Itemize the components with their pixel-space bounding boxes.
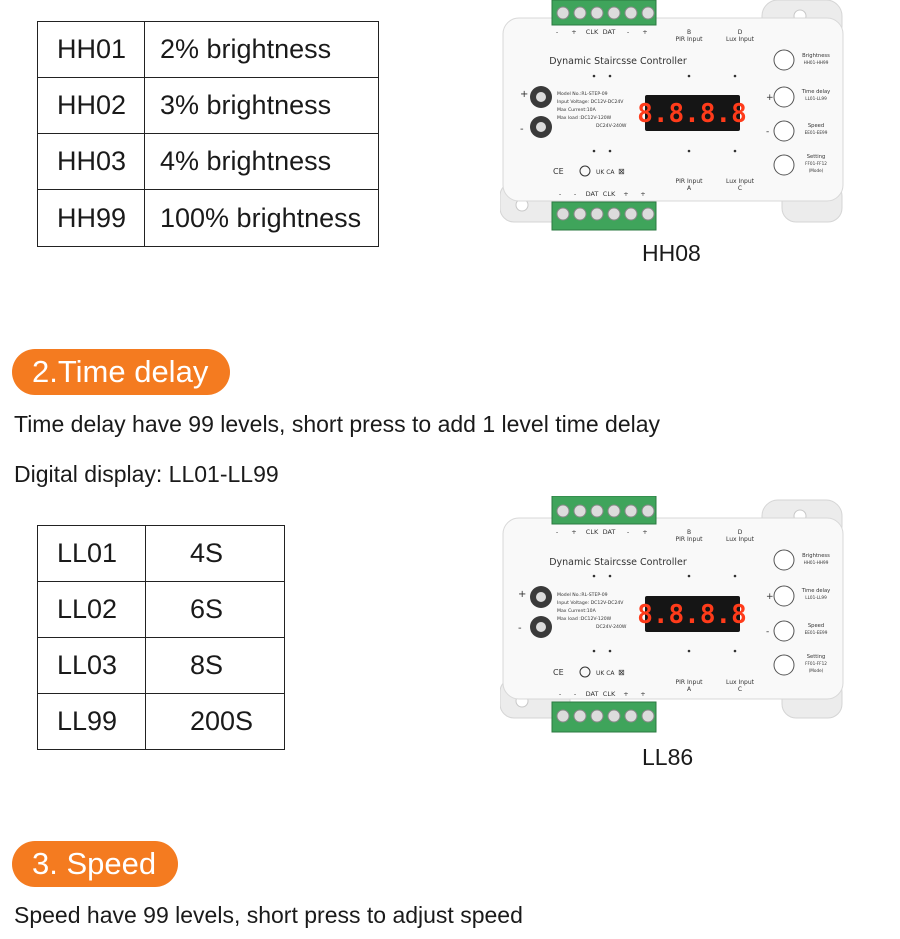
weee-mark: ⊠ (618, 167, 625, 176)
lux-bottom-letter: C (737, 185, 743, 192)
table-row (38, 78, 379, 134)
spec-load: DC24V-240W (596, 625, 627, 630)
pir-top-label: PIR Input (675, 536, 703, 543)
controller-title: Dynamic Staircsse Controller (549, 557, 687, 568)
table-row (38, 638, 285, 694)
delay-code: LL01 (38, 526, 146, 582)
lux-top-label: Lux Input (725, 36, 755, 43)
controller-image (500, 0, 850, 240)
time-delay-description: Time delay have 99 levels, short press to add 1 level time delay (14, 411, 661, 437)
pir-top-label: PIR Input (675, 36, 703, 43)
terminal-label: + (642, 528, 648, 536)
button-label: Time delay (801, 89, 831, 95)
spec-model: Model No.:RL-STEP-09 (557, 593, 608, 598)
controller-caption: LL86 (642, 744, 694, 770)
lux-bottom-label: Lux Input (725, 178, 755, 185)
spec-load: DC24V-240W (596, 124, 627, 129)
terminal-label: - (573, 190, 577, 198)
button-sublabel: LL01-LL99 (805, 595, 827, 600)
brightness-code: HH99 (38, 190, 145, 247)
brightness-value: 4% brightness (145, 134, 379, 190)
terminal-label: + (642, 28, 648, 36)
controller-image (500, 496, 850, 736)
terminal-label: DAT (585, 690, 599, 698)
button-sublabel: EE01-EE99 (804, 130, 828, 135)
terminal-label: + (571, 528, 577, 536)
button-label: Setting (806, 154, 826, 160)
pir-bottom-label: PIR Input (675, 178, 703, 185)
plus-sign: + (766, 592, 774, 602)
delay-value: 8S (146, 638, 285, 694)
table-row (38, 526, 285, 582)
pir-bottom-letter: A (686, 185, 692, 192)
terminal-label: - (626, 28, 630, 36)
top-terminal-block (552, 496, 656, 524)
delay-code: LL99 (38, 694, 146, 750)
pir-bottom-label: PIR Input (675, 679, 703, 686)
terminal-label: + (623, 690, 629, 698)
table-row (38, 694, 285, 750)
pir-top-letter: B (686, 529, 692, 536)
terminal-label: CLK (585, 28, 599, 36)
table-row (38, 190, 379, 247)
terminal-label: - (573, 690, 577, 698)
terminal-label: + (623, 190, 629, 198)
spec-voltage: Input Voltage: DC12V-DC24V (557, 100, 624, 105)
delay-value: 4S (146, 526, 285, 582)
time-delay-display-range: Digital display: LL01-LL99 (14, 461, 279, 487)
button-label: Speed (807, 623, 825, 629)
button-sublabel: HH01-HH99 (803, 60, 829, 65)
terminal-label: - (555, 28, 559, 36)
brightness-table (37, 21, 379, 247)
minus-sign: - (518, 623, 522, 634)
top-terminal-block (552, 0, 656, 25)
brightness-code: HH03 (38, 134, 145, 190)
spec-current: Max Current:10A (557, 609, 596, 614)
display-digits: 8.8.8.8 (637, 99, 747, 129)
button-sublabel: FF01-FF12 (805, 661, 827, 666)
time-delay-table (37, 525, 285, 750)
ce-mark: CE (553, 668, 564, 677)
terminal-label: DAT (602, 28, 616, 36)
button-label: Time delay (801, 588, 831, 594)
speed-description: Speed have 99 levels, short press to adjust speed (14, 902, 523, 928)
bottom-terminal-block (552, 202, 656, 230)
section-heading-speed: 3. Speed (12, 841, 178, 887)
terminal-label: + (640, 690, 646, 698)
terminal-label: - (558, 190, 562, 198)
terminal-label: CLK (602, 190, 616, 198)
lux-top-letter: D (737, 29, 743, 36)
pir-bottom-letter: A (686, 686, 692, 693)
ukca-mark: UK CA (596, 169, 615, 176)
brightness-code: HH01 (38, 22, 145, 78)
weee-mark: ⊠ (618, 668, 625, 677)
lux-top-letter: D (737, 529, 743, 536)
button-sublabel: LL01-LL99 (805, 96, 827, 101)
terminal-label: DAT (602, 528, 616, 536)
controller-title: Dynamic Staircsse Controller (549, 56, 687, 67)
button-sublabel: (Mode) (808, 668, 824, 673)
brightness-code: HH02 (38, 78, 145, 134)
lux-top-label: Lux Input (725, 536, 755, 543)
lux-bottom-letter: C (737, 686, 743, 693)
table-row (38, 134, 379, 190)
terminal-label: + (640, 190, 646, 198)
terminal-label: DAT (585, 190, 599, 198)
plus-sign: + (518, 589, 527, 600)
terminal-label: - (558, 690, 562, 698)
controller-caption: HH08 (642, 240, 701, 266)
lux-bottom-label: Lux Input (725, 679, 755, 686)
spec-model: Model No.:RL-STEP-09 (557, 92, 608, 97)
button-label: Brightness (802, 53, 830, 59)
spec-voltage: Input Voltage: DC12V-DC24V (557, 601, 624, 606)
minus-sign: - (766, 627, 770, 637)
plus-sign: + (766, 93, 774, 103)
button-label: Setting (806, 654, 826, 660)
terminal-label: - (626, 528, 630, 536)
terminal-label: CLK (602, 690, 616, 698)
section-heading-time-delay: 2.Time delay (12, 349, 230, 395)
minus-sign: - (520, 124, 524, 135)
button-label: Brightness (802, 553, 830, 559)
terminal-label: - (555, 528, 559, 536)
ukca-mark: UK CA (596, 670, 615, 677)
button-sublabel: EE01-EE99 (804, 630, 828, 635)
button-label: Speed (807, 123, 825, 129)
spec-load: Max load :DC12V-120W (557, 116, 612, 121)
brightness-value: 3% brightness (145, 78, 379, 134)
button-sublabel: (Mode) (808, 168, 824, 173)
bottom-terminal-block (552, 702, 656, 732)
delay-code: LL03 (38, 638, 146, 694)
button-sublabel: FF01-FF12 (805, 161, 827, 166)
terminal-label: CLK (585, 528, 599, 536)
display-digits: 8.8.8.8 (637, 600, 747, 630)
brightness-value: 2% brightness (145, 22, 379, 78)
brightness-value: 100% brightness (145, 190, 379, 247)
delay-value: 200S (146, 694, 285, 750)
terminal-label: + (571, 28, 577, 36)
table-row (38, 582, 285, 638)
table-row (38, 22, 379, 78)
spec-load: Max load :DC12V-120W (557, 617, 612, 622)
delay-code: LL02 (38, 582, 146, 638)
pir-top-letter: B (686, 29, 692, 36)
ce-mark: CE (553, 167, 564, 176)
minus-sign: - (766, 127, 770, 137)
button-sublabel: HH01-HH99 (803, 560, 829, 565)
spec-current: Max Current:10A (557, 108, 596, 113)
delay-value: 6S (146, 582, 285, 638)
plus-sign: + (520, 89, 529, 100)
